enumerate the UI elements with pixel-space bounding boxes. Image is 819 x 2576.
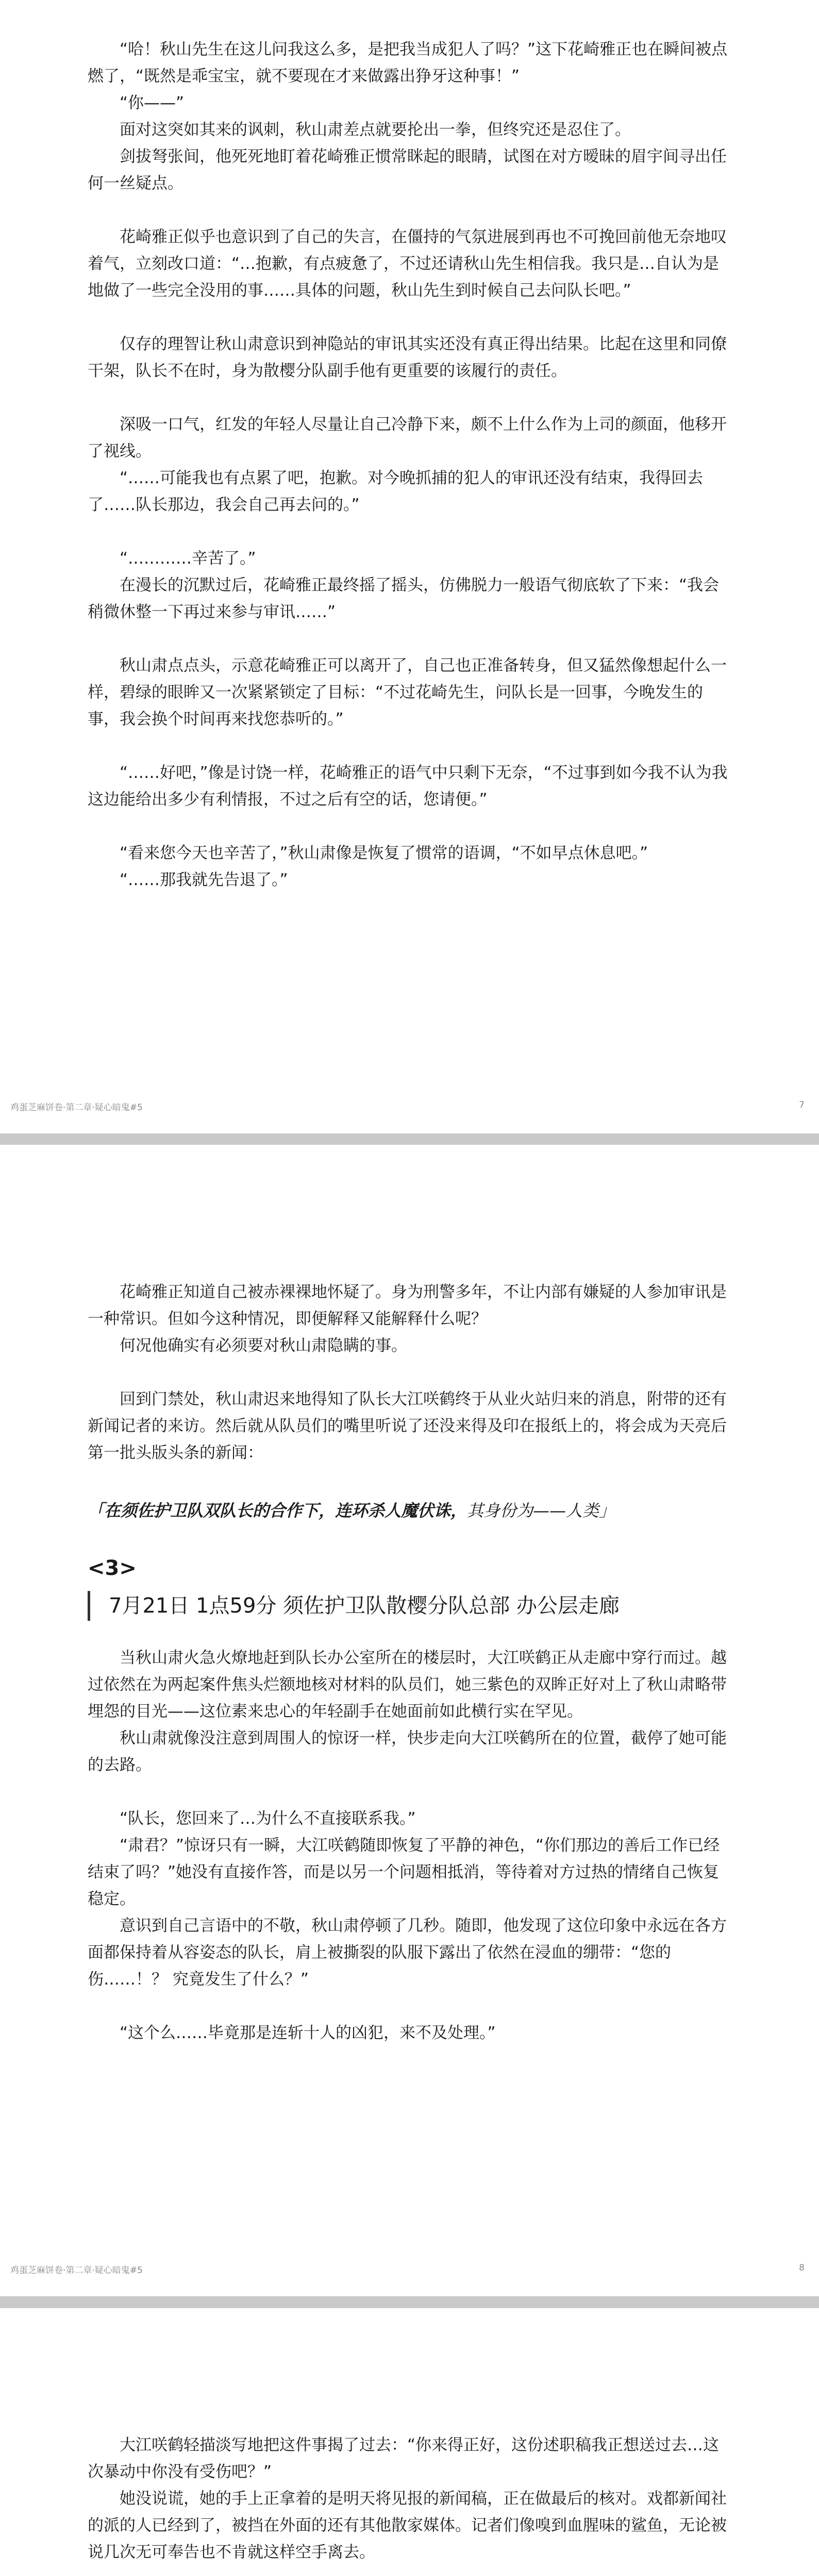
paragraph: “你——” — [120, 94, 185, 112]
paragraph: 深吸一口气，红发的年轻人尽量让自己冷静下来，颇不上什么作为上司的颜面，他移开了视线。 — [88, 415, 727, 461]
document-page-8 — [0, 1145, 819, 2296]
headline-quote-main: 「在须佐护卫队双队长的合作下，连环杀人魔伏诛， — [88, 1501, 467, 1520]
paragraph-spacer — [88, 384, 732, 411]
paragraph-spacer — [88, 1466, 732, 1493]
footer-title: 鸡蛋芝麻饼卷·第二章·疑心暗鬼#5 — [10, 1103, 143, 1113]
page-number: 8 — [799, 2263, 805, 2273]
page-footer — [10, 2263, 805, 2276]
paragraph-spacer — [88, 197, 732, 224]
paragraph: “这个么……毕竟那是连斩十人的凶犯，来不及处理。” — [120, 2024, 496, 2042]
section-heading: 7月21日 1点59分 须佐护卫队散樱分队总部 办公层走廊 — [88, 1591, 732, 1621]
paragraph: “哈！秋山先生在这儿问我这么多，是把我当成犯人了吗？”这下花崎雅正也在瞬间被点燃了，“既然是乖宝宝，就不要现在才来做露出狰牙这种事！” — [88, 40, 728, 86]
paragraph: 大江咲鹤轻描淡写地把这件事揭了过去：“你来得正好，这份述职稿我正想送过去…这次暴动中你没有受伤吧？” — [88, 2436, 720, 2481]
page-footer — [10, 1100, 805, 1113]
paragraph: 仅存的理智让秋山肃意识到神隐站的审讯其实还没有真正得出结果。比起在这里和同僚干架，队长不在时，身为散樱分队副手他有更重要的该履行的责任。 — [88, 335, 727, 380]
paragraph: “……可能我也有点累了吧，抱歉。对今晚抓捕的犯人的审讯还没有结束，我得回去了……队长那边，我会自己再去问的。” — [88, 469, 704, 514]
page-content — [88, 2432, 732, 2576]
paragraph: 她没说谎，她的手上正拿着的是明天将见报的新闻稿，正在做最后的核对。戏都新闻社的派的人已经到了，被挡在外面的还有其他散家媒体。记者们像嗅到血腥味的鲨鱼，无论被说几次无可奉告也不肯就这样空手离去。 — [88, 2489, 727, 2562]
paragraph: 何况他确实有必须要对秋山肃隐瞒的事。 — [120, 1336, 407, 1355]
document-page-7 — [0, 0, 819, 1133]
page-content — [88, 1279, 732, 2046]
section-number: <3> — [88, 1556, 137, 1580]
paragraph-spacer — [88, 1778, 732, 1805]
page-content — [88, 36, 732, 893]
paragraph: 花崎雅正知道自己被赤裸裸地怀疑了。身为刑警多年，不让内部有嫌疑的人参加审讯是一种常识。但如今这种情况，即便解释又能解释什么呢？ — [88, 1283, 727, 1328]
paragraph-spacer — [88, 625, 732, 652]
paragraph: 意识到自己言语中的不敬，秋山肃停顿了几秒。随即，他发现了这位印象中永远在各方面都保持着从容姿态的队长，肩上被撕裂的队服下露出了依然在浸血的绷带：“您的伤……！？ 究竟发生了什么？” — [88, 1917, 727, 1989]
page-number: 7 — [799, 1100, 805, 1110]
paragraph: “……那我就先告退了。” — [120, 871, 288, 889]
paragraph-spacer — [88, 1993, 732, 2020]
headline-quote — [88, 1497, 732, 1524]
paragraph-spacer — [88, 733, 732, 759]
paragraph-spacer — [88, 2566, 732, 2576]
paragraph: “……好吧，”像是讨饶一样，花崎雅正的语气中只剩下无奈，“不过事到如今我不认为我这边能给出多少有利情报，不过之后有空的话，您请便。” — [88, 764, 728, 809]
paragraph: “…………辛苦了。” — [120, 549, 256, 568]
paragraph: 当秋山肃火急火燎地赶到队长办公室所在的楼层时，大江咲鹤正从走廊中穿行而过。越过依然在为两起案件焦头烂额地核对材料的队员们，她三紫色的双眸正好对上了秋山肃略带埋怨的目光——这位素来忠心的年轻副手在她面前如此横行实在罕见。 — [88, 1649, 727, 1721]
footer-title: 鸡蛋芝麻饼卷·第二章·疑心暗鬼#5 — [10, 2265, 143, 2276]
headline-quote-source: 其身份为——人类」 — [467, 1501, 616, 1520]
paragraph: 回到门禁处，秋山肃迟来地得知了队长大江咲鹤终于从业火站归来的消息，附带的还有新闻记者的来访。然后就从队员们的嘴里听说了还没来得及印在报纸上的，将会成为天亮后第一批头版头条的新闻： — [88, 1390, 727, 1462]
paragraph: 秋山肃就像没注意到周围人的惊讶一样，快步走向大江咲鹤所在的位置，截停了她可能的去路。 — [88, 1729, 727, 1774]
paragraph-spacer — [88, 304, 732, 331]
paragraph: 秋山肃点点头，示意花崎雅正可以离开了，自己也正准备转身，但又猛然像想起什么一样，碧绿的眼眸又一次紧紧锁定了目标：“不过花崎先生，问队长是一回事，今晚发生的事，我会换个时间再来找您恭听的。” — [88, 656, 727, 728]
paragraph: 面对这突如其来的讽刺，秋山肃差点就要抡出一拳，但终究还是忍住了。 — [120, 121, 631, 139]
paragraph-spacer — [88, 518, 732, 545]
paragraph-spacer — [88, 813, 732, 840]
paragraph-spacer — [88, 1359, 732, 1386]
paragraph: “看来您今天也辛苦了，”秋山肃像是恢复了惯常的语调，“不如早点休息吧。” — [120, 844, 648, 862]
paragraph: “肃君？”惊讶只有一瞬，大江咲鹤随即恢复了平静的神色，“你们那边的善后工作已经结束了吗？”她没有直接作答，而是以另一个问题相抵消，等待着对方过热的情绪自己恢复稳定。 — [88, 1836, 720, 1908]
document-page-9 — [0, 2308, 819, 2576]
paragraph: “队长，您回来了…为什么不直接联系我。” — [120, 1809, 416, 1828]
paragraph: 花崎雅正似乎也意识到了自己的失言，在僵持的气氛进展到再也不可挽回前他无奈地叹着气，立刻改口道：“…抱歉，有点疲惫了，不过还请秋山先生相信我。我只是…自认为是地做了一些完全没用的事……具体的问题，秋山先生到时候自己去问队长吧。” — [88, 228, 727, 300]
paragraph: 剑拔弩张间，他死死地盯着花崎雅正惯常眯起的眼睛，试图在对方暧昧的眉宇间寻出任何一丝疑点。 — [88, 147, 727, 193]
paragraph: 在漫长的沉默过后，花崎雅正最终摇了摇头，仿佛脱力一般语气彻底软了下来：“我会稍微休整一下再过来参与审讯……” — [88, 576, 720, 621]
